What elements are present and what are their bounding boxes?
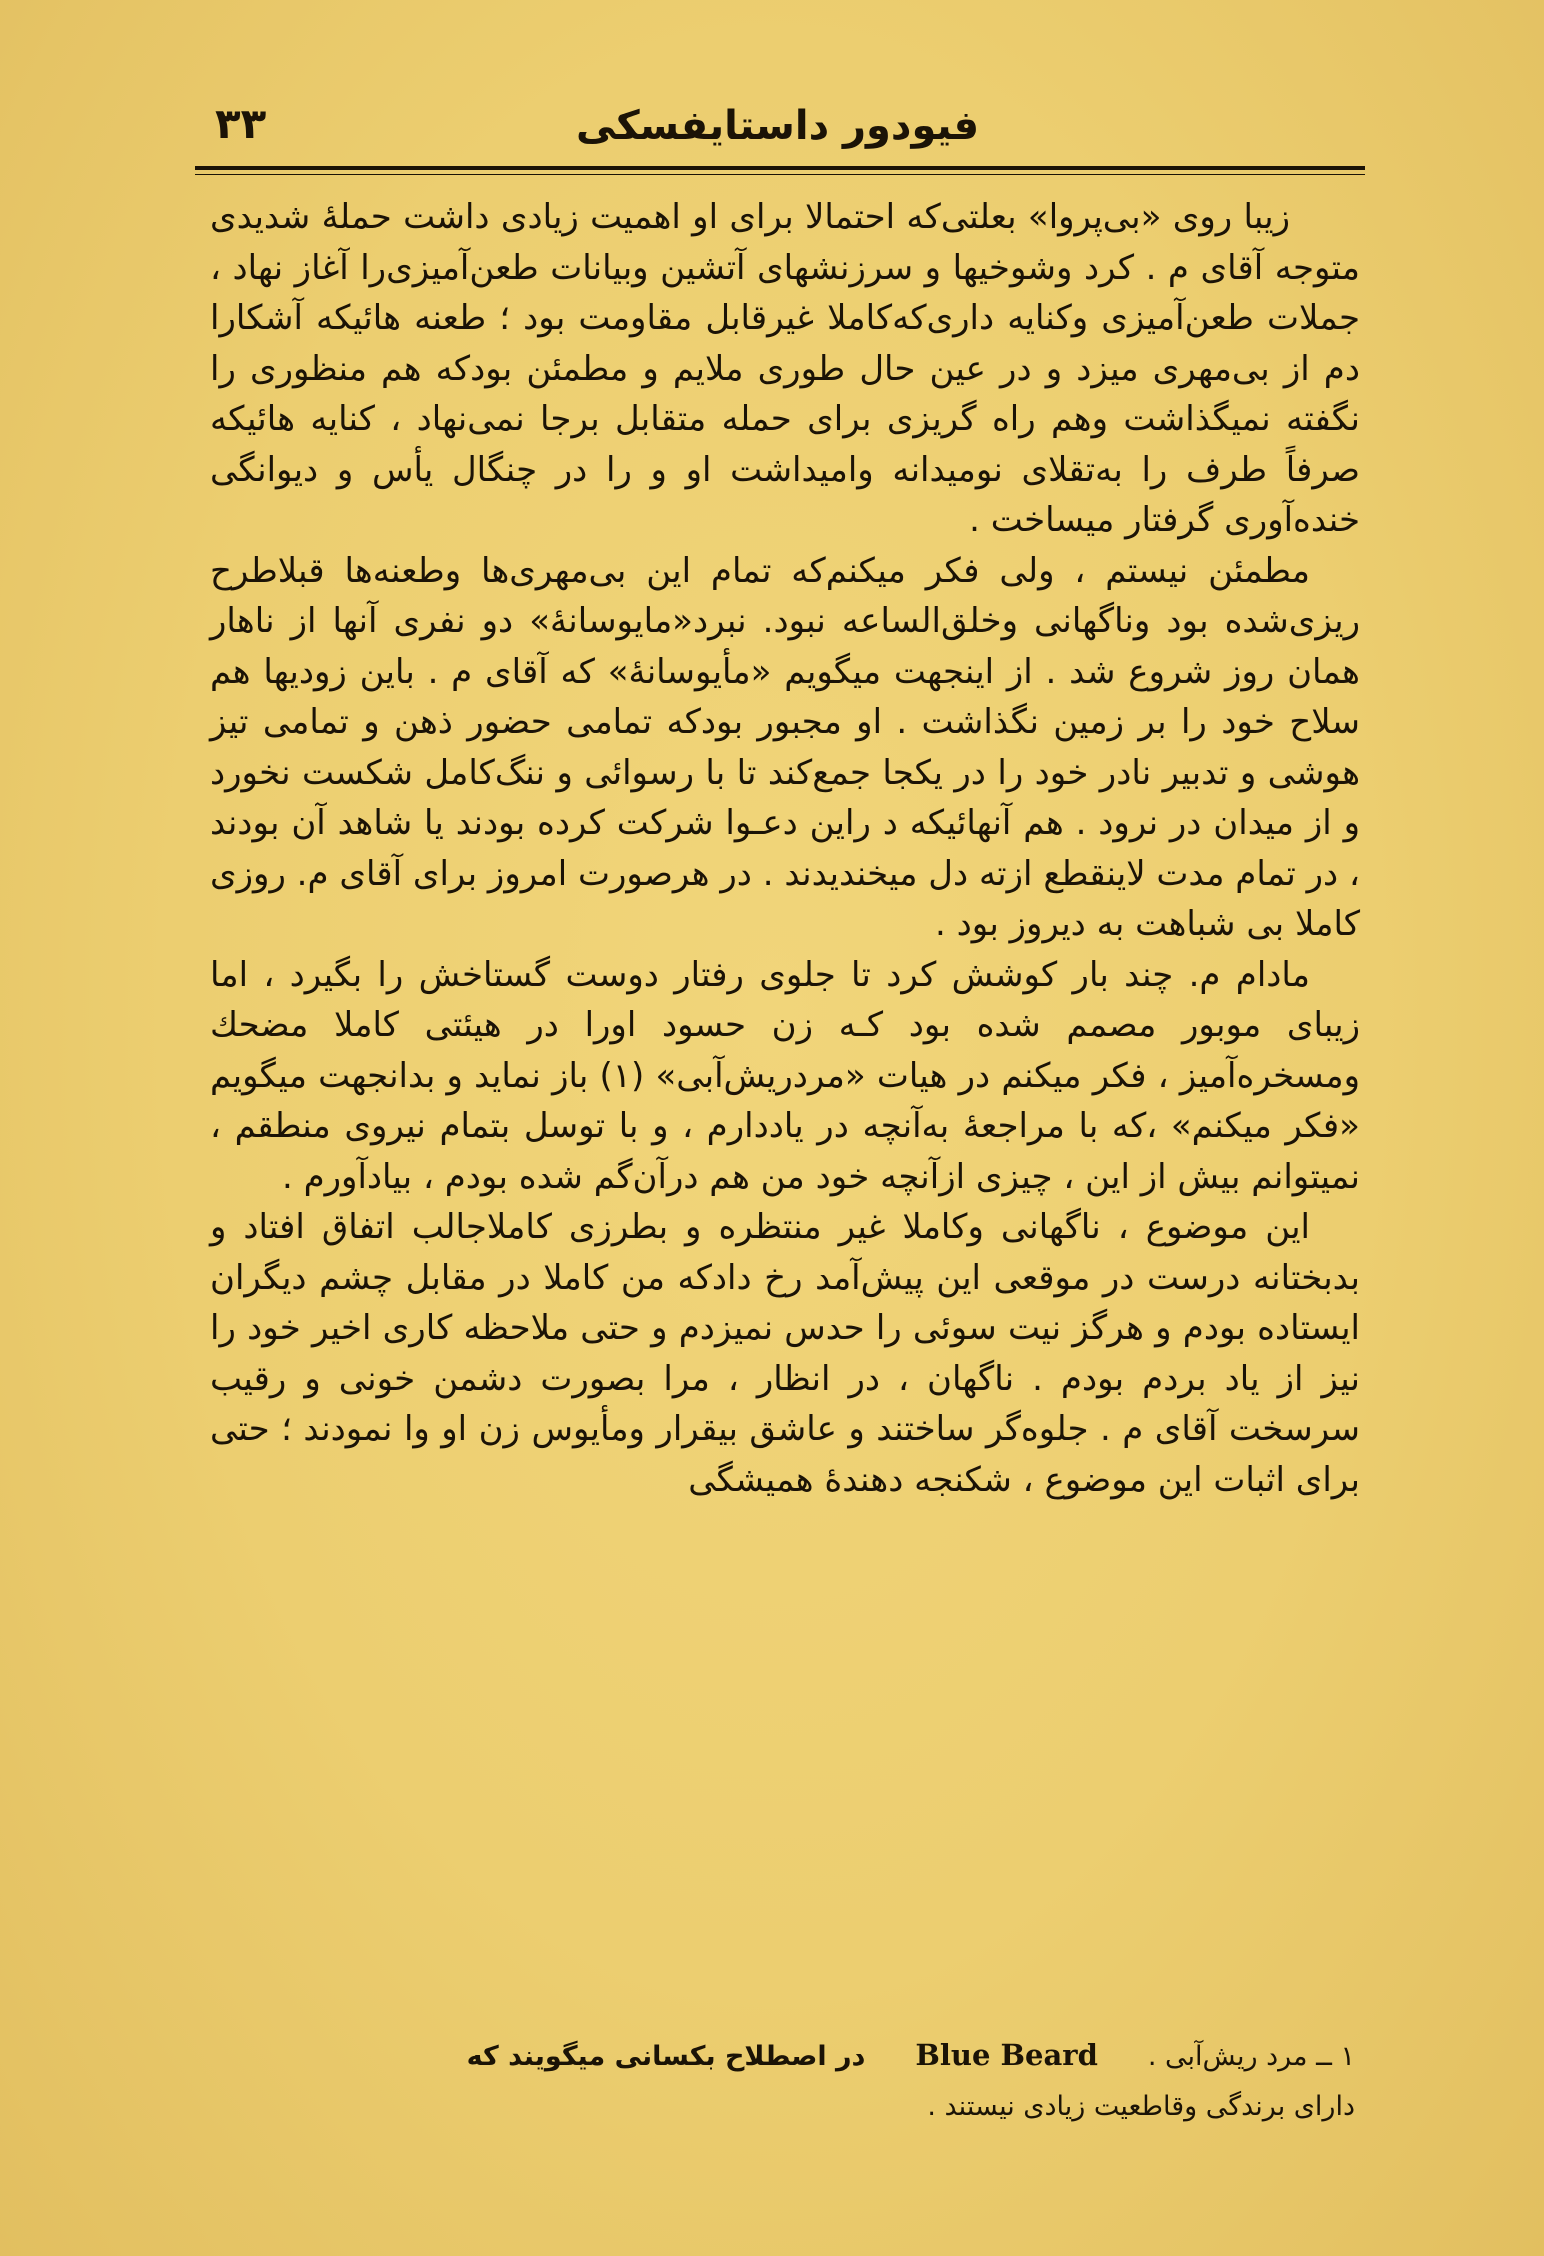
paragraph-1: زیبا روی «بی‌پروا» بعلتی‌که احتمالا برای او اهمیت زیادی داشت حملهٔ شدیدی متوجه آقای م . کرد وشوخیها و سرزنشهای آتشین وبیانات طعن‌آمیزی‌را آغاز نهاد ، جملات طعن‌آمیزی وکنایه داری‌که‌کاملا غیرقابل مقاومت بود ؛ طعنه هائیکه آشکارا دم از بی‌مهری میزد و در عین حال طوری ملایم و مطمئن بودکه هم منظوری را نگفته نمیگذاشت وهم راه گریزی برای حمله متقابل برجا نمی‌نهاد ، کنایه هائیکه صرفاً طرف را به‌تقلای نومیدانه وامیداشت او و را در چنگال یأس و دیوانگی خنده‌آوری گرفتار میساخت . [210, 197, 1360, 540]
page-header [195, 95, 1360, 165]
footnote-line-1 [235, 2030, 1355, 2082]
footnote-number: ۱ ــ مرد ریش‌آبی . [1147, 2041, 1355, 2072]
paragraph-3: مادام م. چند بار کوشش کرد تا جلوی رفتار دوست گستاخش را بگیرد ، اما زیبای موبور مصمم شده بود کـه زن حسود اورا در هیئتی کاملا مضحك ومسخره‌آمیز ، فکر میکنم در هیات «مردریش‌آبی» (۱) باز نماید و بدانجهت میگویم «فکر میکنم» ،که با مراجعهٔ به‌آنچه در یاددارم ، و با توسل بتمام نیروی منطقم ، نمیتوانم بیش از این ، چیزی ازآنچه خود من هم درآن‌گم شده بودم ، بیادآورم . [210, 954, 1360, 1197]
running-title: فیودور داستایفسکی [575, 103, 980, 149]
footnote-line-2 [235, 2082, 1355, 2132]
body-text [210, 192, 1360, 1505]
paragraph-2: مطمئن نیستم ، ولی فکر میکنم‌که تمام این بی‌مهری‌ها وطعنه‌ها قبلاطرح ریزی‌شده بود وناگهانی وخلق‌الساعه نبود. نبرد«مایوسانهٔ» دو نفری آنها از ناهار همان روز شروع شد . از اینجهت میگویم «مأیوسانهٔ» که آقای م . باین زودیها هم سلاح خود را بر زمین نگذاشت . او مجبور بودکه تمامی حضور ذهن و تمامی تیز هوشی و تدبیر نادر خود را در یکجا جمع‌کند تا با رسوائی و ننگ‌کامل شکست نخورد و از میدان در نرود . هم آنهائیکه د راین دعـوا شرکت کرده بودند یا شاهد آن بودند ، در تمام مدت لاینقطع ازته دل میخندیدند . در هرصورت امروز برای آقای م. روزی کاملا بی شباهت به دیروز بود . [210, 550, 1360, 944]
page-number: ۳۳ [215, 99, 267, 148]
header-rule [195, 166, 1365, 170]
paragraph-4: این موضوع ، ناگهانی وکاملا غیر منتظره و بطرزی کاملاجالب اتفاق افتاد و بدبختانه درست در موقعی این پیش‌آمد رخ دادکه من کاملا در مقابل چشم دیگران ایستاده بودم و هرگز نیت سوئی را حدس نمیزدم و حتی ملاحظه کاری اخیر خود را نیز از یاد بردم بودم . ناگهان ، در انظار ، مرا بصورت دشمن خونی و رقیب سرسخت آقای م . جلوه‌گر ساختند و عاشق بیقرار ومأیوس زن او وا نمودند ؛ حتی برای اثبات این موضوع ، شکنجه دهندهٔ همیشگی [210, 1207, 1360, 1500]
footnote-latin-term: Blue Beard [915, 2038, 1098, 2072]
header-rule-thin [195, 174, 1365, 175]
footnote-explanation-2: دارای برندگی وقاطعیت زیادی نیستند . [927, 2091, 1355, 2122]
footnote-explanation-1: در اصطلاح بکسانی میگویند که [466, 2041, 866, 2072]
footnote [235, 2030, 1355, 2132]
